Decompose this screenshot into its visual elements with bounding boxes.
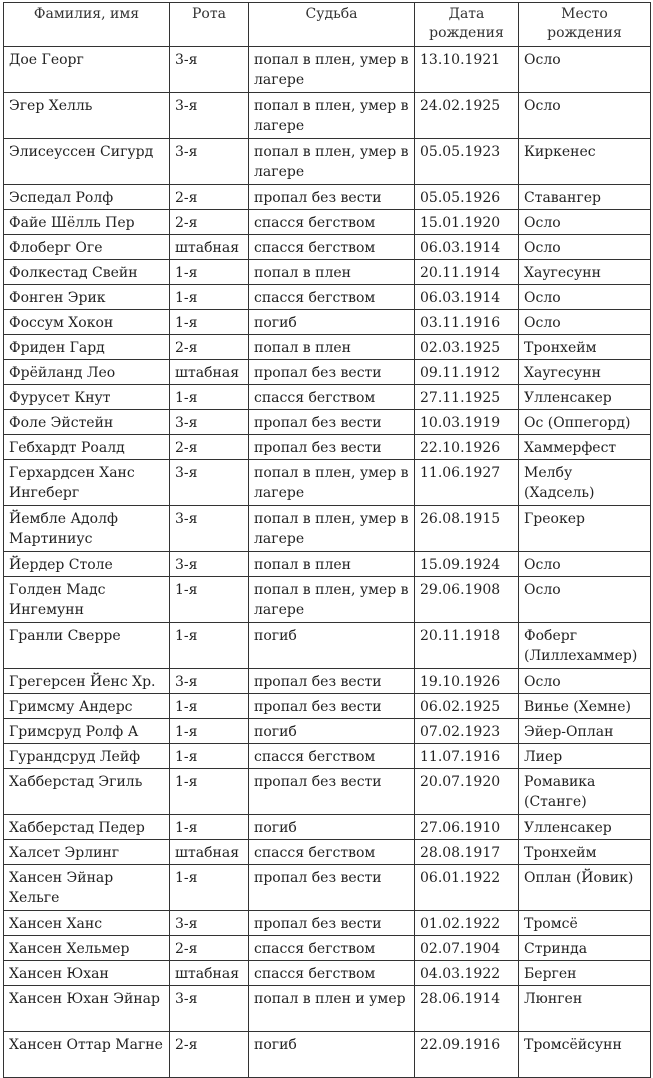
- cell-birth-place: Киркенес: [519, 139, 651, 185]
- cell-birth-date: 15.01.1920: [415, 210, 519, 235]
- cell-birth-date: 04.03.1922: [415, 961, 519, 986]
- cell-birth-place: Стринда: [519, 936, 651, 961]
- table-row: [4, 669, 651, 694]
- cell-name: Хансен Эйнар Хельге: [4, 865, 170, 911]
- table-row: [4, 1032, 651, 1078]
- cell-company: 1-я: [170, 865, 249, 911]
- cell-birth-place: Ромавика (Станге): [519, 769, 651, 815]
- table-row: [4, 865, 651, 911]
- table-row: [4, 285, 651, 310]
- cell-birth-place: Мелбу (Хадсель): [519, 460, 651, 506]
- table-row: [4, 235, 651, 260]
- cell-birth-place: Люнген: [519, 986, 651, 1032]
- table-row: [4, 185, 651, 210]
- cell-birth-date: 27.06.1910: [415, 815, 519, 840]
- cell-birth-date: 22.09.1916: [415, 1032, 519, 1078]
- table-row: [4, 552, 651, 577]
- cell-fate: спасся бегством: [249, 235, 415, 260]
- cell-company: 1-я: [170, 577, 249, 623]
- table-row: [4, 986, 651, 1032]
- cell-birth-place: Осло: [519, 285, 651, 310]
- cell-name: Гранли Сверре: [4, 623, 170, 669]
- cell-birth-place: Тронхейм: [519, 335, 651, 360]
- cell-fate: пропал без вести: [249, 769, 415, 815]
- cell-company: штабная: [170, 961, 249, 986]
- cell-name: Файе Шёлль Пер: [4, 210, 170, 235]
- cell-fate: попал в плен: [249, 335, 415, 360]
- cell-name: Дое Георг: [4, 47, 170, 93]
- cell-name: Фриден Гард: [4, 335, 170, 360]
- table-row: [4, 93, 651, 139]
- cell-birth-date: 09.11.1912: [415, 360, 519, 385]
- cell-fate: пропал без вести: [249, 911, 415, 936]
- cell-birth-place: Осло: [519, 552, 651, 577]
- cell-birth-place: Оплан (Йовик): [519, 865, 651, 911]
- table-row: [4, 335, 651, 360]
- cell-fate: пропал без вести: [249, 865, 415, 911]
- cell-birth-date: 06.01.1922: [415, 865, 519, 911]
- cell-birth-date: 01.02.1922: [415, 911, 519, 936]
- cell-birth-date: 05.05.1923: [415, 139, 519, 185]
- cell-name: Гримсму Андерс: [4, 694, 170, 719]
- table-row: [4, 360, 651, 385]
- cell-birth-place: Осло: [519, 93, 651, 139]
- cell-company: 1-я: [170, 260, 249, 285]
- cell-name: Хансен Юхан: [4, 961, 170, 986]
- cell-birth-date: 06.03.1914: [415, 235, 519, 260]
- cell-birth-date: 28.08.1917: [415, 840, 519, 865]
- cell-birth-date: 02.07.1904: [415, 936, 519, 961]
- cell-birth-date: 28.06.1914: [415, 986, 519, 1032]
- cell-fate: погиб: [249, 815, 415, 840]
- table-row: [4, 719, 651, 744]
- cell-company: 2-я: [170, 936, 249, 961]
- cell-fate: попал в плен, умер в лагере: [249, 47, 415, 93]
- cell-name: Эгер Хелль: [4, 93, 170, 139]
- cell-fate: попал в плен, умер в лагере: [249, 577, 415, 623]
- table-row: [4, 410, 651, 435]
- cell-name: Грегерсен Йенс Хр.: [4, 669, 170, 694]
- cell-birth-place: Тронхейм: [519, 840, 651, 865]
- table-row: [4, 694, 651, 719]
- cell-birth-date: 19.10.1926: [415, 669, 519, 694]
- cell-birth-place: Греокер: [519, 506, 651, 552]
- header-company: Рота: [170, 3, 249, 47]
- cell-birth-date: 15.09.1924: [415, 552, 519, 577]
- cell-name: Йердер Столе: [4, 552, 170, 577]
- table-row: [4, 435, 651, 460]
- cell-company: штабная: [170, 360, 249, 385]
- cell-fate: спасся бегством: [249, 744, 415, 769]
- cell-birth-date: 29.06.1908: [415, 577, 519, 623]
- table-row: [4, 623, 651, 669]
- cell-birth-date: 26.08.1915: [415, 506, 519, 552]
- cell-company: 3-я: [170, 460, 249, 506]
- cell-birth-place: Эйер-Оплан: [519, 719, 651, 744]
- cell-company: 1-я: [170, 623, 249, 669]
- table-row: [4, 139, 651, 185]
- soldier-roster-table: [3, 2, 651, 1078]
- cell-birth-place: Осло: [519, 310, 651, 335]
- cell-fate: пропал без вести: [249, 435, 415, 460]
- cell-birth-date: 13.10.1921: [415, 47, 519, 93]
- cell-name: Хансен Юхан Эйнар: [4, 986, 170, 1032]
- cell-birth-place: Осло: [519, 47, 651, 93]
- cell-birth-place: Винье (Хемне): [519, 694, 651, 719]
- table-row: [4, 385, 651, 410]
- table-container: [3, 2, 651, 1078]
- cell-birth-place: Улленсакер: [519, 815, 651, 840]
- cell-company: 1-я: [170, 285, 249, 310]
- table-row: [4, 577, 651, 623]
- cell-fate: попал в плен: [249, 260, 415, 285]
- cell-name: Фонген Эрик: [4, 285, 170, 310]
- cell-birth-date: 11.06.1927: [415, 460, 519, 506]
- cell-birth-date: 06.03.1914: [415, 285, 519, 310]
- cell-birth-place: Лиер: [519, 744, 651, 769]
- cell-birth-place: Осло: [519, 669, 651, 694]
- cell-fate: погиб: [249, 623, 415, 669]
- cell-company: 1-я: [170, 310, 249, 335]
- cell-name: Хансен Ханс: [4, 911, 170, 936]
- cell-birth-place: Фоберг (Лиллехаммер): [519, 623, 651, 669]
- cell-name: Хабберстад Педер: [4, 815, 170, 840]
- cell-name: Флоберг Оге: [4, 235, 170, 260]
- cell-fate: пропал без вести: [249, 185, 415, 210]
- cell-company: 1-я: [170, 385, 249, 410]
- cell-company: 1-я: [170, 769, 249, 815]
- table-row: [4, 815, 651, 840]
- cell-name: Фоле Эйстейн: [4, 410, 170, 435]
- cell-company: 1-я: [170, 815, 249, 840]
- cell-company: штабная: [170, 235, 249, 260]
- cell-birth-place: Улленсакер: [519, 385, 651, 410]
- cell-company: 3-я: [170, 986, 249, 1032]
- cell-birth-date: 05.05.1926: [415, 185, 519, 210]
- cell-fate: спасся бегством: [249, 285, 415, 310]
- cell-company: 2-я: [170, 210, 249, 235]
- cell-company: 1-я: [170, 694, 249, 719]
- cell-fate: спасся бегством: [249, 936, 415, 961]
- table-row: [4, 840, 651, 865]
- cell-name: Хансен Хельмер: [4, 936, 170, 961]
- table-row: [4, 506, 651, 552]
- header-name: Фамилия, имя: [4, 3, 170, 47]
- cell-birth-place: Осло: [519, 210, 651, 235]
- header-birth-date: Дата рождения: [415, 3, 519, 47]
- cell-birth-date: 24.02.1925: [415, 93, 519, 139]
- cell-fate: попал в плен, умер в лагере: [249, 139, 415, 185]
- cell-birth-date: 20.11.1914: [415, 260, 519, 285]
- header-row: [4, 3, 651, 47]
- cell-birth-date: 20.07.1920: [415, 769, 519, 815]
- cell-company: 3-я: [170, 47, 249, 93]
- cell-birth-place: Ставангер: [519, 185, 651, 210]
- table-row: [4, 961, 651, 986]
- cell-fate: спасся бегством: [249, 385, 415, 410]
- header-birth-place: Место рождения: [519, 3, 651, 47]
- cell-company: 2-я: [170, 435, 249, 460]
- cell-birth-place: Ос (Оппегорд): [519, 410, 651, 435]
- table-header: [4, 3, 651, 47]
- table-row: [4, 744, 651, 769]
- cell-birth-date: 06.02.1925: [415, 694, 519, 719]
- cell-company: 3-я: [170, 552, 249, 577]
- cell-birth-place: Берген: [519, 961, 651, 986]
- header-fate: Судьба: [249, 3, 415, 47]
- cell-name: Халсет Эрлинг: [4, 840, 170, 865]
- cell-birth-date: 03.11.1916: [415, 310, 519, 335]
- cell-birth-place: Осло: [519, 577, 651, 623]
- cell-name: Герхардсен Ханс Ингеберг: [4, 460, 170, 506]
- cell-fate: спасся бегством: [249, 210, 415, 235]
- cell-fate: пропал без вести: [249, 410, 415, 435]
- cell-birth-date: 27.11.1925: [415, 385, 519, 410]
- cell-fate: пропал без вести: [249, 669, 415, 694]
- cell-fate: пропал без вести: [249, 694, 415, 719]
- cell-name: Элисеуссен Сигурд: [4, 139, 170, 185]
- cell-company: 3-я: [170, 93, 249, 139]
- table-row: [4, 769, 651, 815]
- cell-name: Фрёйланд Лео: [4, 360, 170, 385]
- cell-name: Йембле Адолф Мартиниус: [4, 506, 170, 552]
- cell-fate: пропал без вести: [249, 360, 415, 385]
- table-row: [4, 310, 651, 335]
- table-row: [4, 210, 651, 235]
- cell-company: штабная: [170, 840, 249, 865]
- table-row: [4, 911, 651, 936]
- cell-birth-date: 22.10.1926: [415, 435, 519, 460]
- cell-fate: попал в плен, умер в лагере: [249, 506, 415, 552]
- cell-birth-date: 20.11.1918: [415, 623, 519, 669]
- cell-fate: попал в плен, умер в лагере: [249, 460, 415, 506]
- cell-fate: погиб: [249, 719, 415, 744]
- cell-company: 1-я: [170, 744, 249, 769]
- cell-fate: попал в плен и умер: [249, 986, 415, 1032]
- cell-birth-place: Хаугесунн: [519, 260, 651, 285]
- cell-name: Фолкестад Свейн: [4, 260, 170, 285]
- cell-birth-date: 02.03.1925: [415, 335, 519, 360]
- cell-birth-place: Хаугесунн: [519, 360, 651, 385]
- table-row: [4, 460, 651, 506]
- cell-birth-place: Тромсёйсунн: [519, 1032, 651, 1078]
- cell-company: 3-я: [170, 410, 249, 435]
- cell-birth-place: Осло: [519, 235, 651, 260]
- cell-name: Голден Мадс Ингемунн: [4, 577, 170, 623]
- cell-name: Эспедал Ролф: [4, 185, 170, 210]
- cell-company: 1-я: [170, 719, 249, 744]
- table-body: [4, 47, 651, 1078]
- cell-fate: попал в плен, умер в лагере: [249, 93, 415, 139]
- table-row: [4, 936, 651, 961]
- cell-company: 3-я: [170, 139, 249, 185]
- table-row: [4, 47, 651, 93]
- cell-name: Фурусет Кнут: [4, 385, 170, 410]
- cell-name: Гебхардт Роалд: [4, 435, 170, 460]
- cell-company: 3-я: [170, 669, 249, 694]
- cell-fate: погиб: [249, 310, 415, 335]
- cell-company: 2-я: [170, 335, 249, 360]
- cell-fate: спасся бегством: [249, 840, 415, 865]
- cell-company: 2-я: [170, 185, 249, 210]
- cell-fate: спасся бегством: [249, 961, 415, 986]
- cell-company: 3-я: [170, 506, 249, 552]
- cell-company: 3-я: [170, 911, 249, 936]
- cell-company: 2-я: [170, 1032, 249, 1078]
- cell-birth-date: 10.03.1919: [415, 410, 519, 435]
- cell-birth-date: 11.07.1916: [415, 744, 519, 769]
- cell-name: Гримсруд Ролф А: [4, 719, 170, 744]
- table-row: [4, 260, 651, 285]
- cell-birth-place: Хаммерфест: [519, 435, 651, 460]
- cell-birth-date: 07.02.1923: [415, 719, 519, 744]
- cell-birth-place: Тромсё: [519, 911, 651, 936]
- cell-name: Гурандсруд Лейф: [4, 744, 170, 769]
- cell-fate: попал в плен: [249, 552, 415, 577]
- cell-name: Хансен Оттар Магне: [4, 1032, 170, 1078]
- cell-name: Хабберстад Эгиль: [4, 769, 170, 815]
- cell-name: Фоссум Хокон: [4, 310, 170, 335]
- cell-fate: погиб: [249, 1032, 415, 1078]
